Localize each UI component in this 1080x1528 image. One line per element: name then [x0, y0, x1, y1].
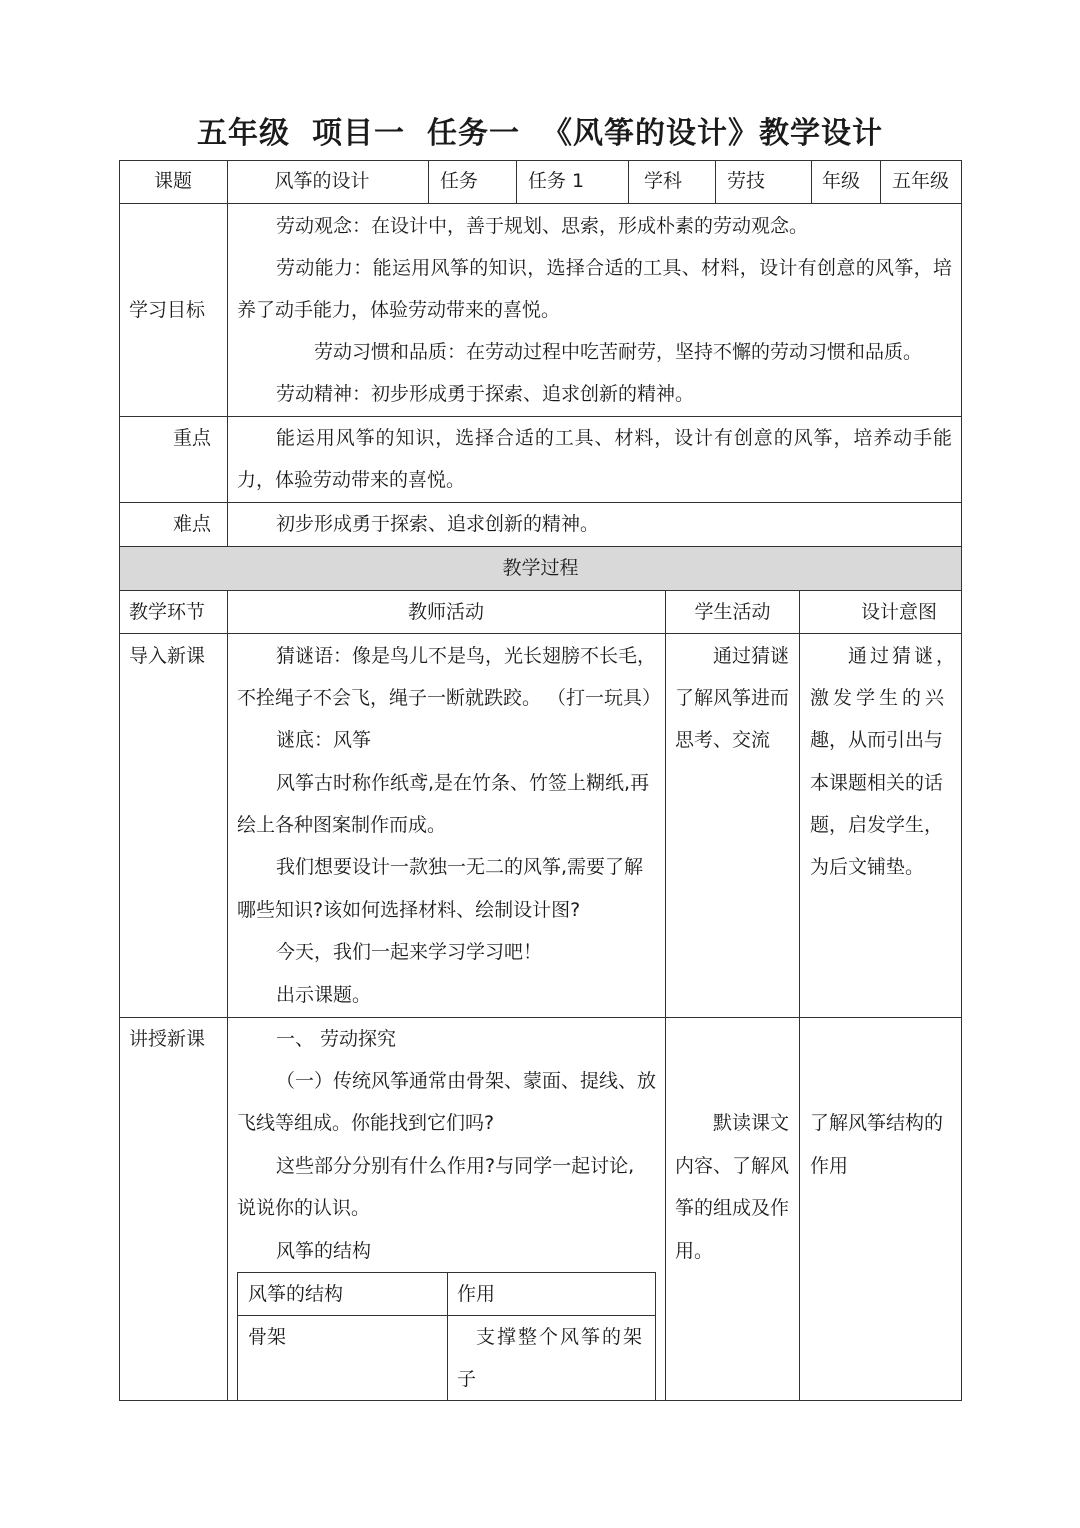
title-task: 任务一 — [427, 116, 520, 151]
subject-value: 劳技 — [727, 170, 766, 192]
subject-label: 学科 — [643, 170, 682, 192]
process-header: 教学过程 — [502, 557, 579, 579]
grade-value: 五年级 — [891, 170, 949, 192]
column-header-intent: 设计意图 — [860, 601, 937, 623]
task-value: 任务 1 — [528, 170, 585, 192]
structure-header-role: 作用 — [457, 1283, 496, 1305]
teacher-line: 出示课题。 — [276, 984, 372, 1006]
intent-line: 为后文铺垫。 — [810, 856, 925, 878]
teacher-line: 哪些知识?该如何选择材料、绘制设计图? — [237, 899, 581, 921]
intent-line: 题，启发学生， — [810, 814, 944, 836]
objective-item: 劳动习惯和品质：在劳动过程中吃苦耐劳，坚持不懈的劳动习惯和品质。 — [314, 341, 923, 363]
key-point-text: 能运用风筝的知识，选择合适的工具、材料，设计有创意的风筝，培养动手能力，体验劳动带来的喜悦。 — [237, 427, 952, 491]
student-line: 内容、了解风 — [675, 1155, 790, 1177]
objectives-label: 学习目标 — [128, 299, 205, 321]
intent-line: 了解风筝结构的 — [810, 1112, 944, 1134]
structure-header-part: 风筝的结构 — [248, 1283, 344, 1305]
column-header-teacher: 教师活动 — [407, 601, 484, 623]
column-header-stage: 教学环节 — [128, 601, 205, 623]
teacher-line: 风筝的结构 — [276, 1240, 372, 1262]
objective-item: 劳动精神：初步形成勇于探索、追求创新的精神。 — [276, 383, 695, 405]
intent-line: 趣，从而引出与 — [810, 729, 944, 751]
teacher-line: 我们想要设计一款独一无二的风筝,需要了解 — [276, 856, 644, 878]
teacher-line: 绘上各种图案制作而成。 — [237, 814, 447, 836]
student-line: 默读课文 — [713, 1112, 790, 1134]
teacher-line: 一、 劳动探究 — [276, 1028, 397, 1050]
column-header-student: 学生活动 — [694, 601, 771, 623]
student-line: 筝的组成及作 — [675, 1197, 790, 1219]
student-line: 思考、交流 — [675, 729, 771, 751]
teacher-line: 谜底：风筝 — [276, 729, 372, 751]
teacher-line: 猜谜语：像是鸟儿不是鸟，光长翅膀不长毛， — [276, 645, 657, 667]
student-line: 通过猜谜 — [713, 645, 790, 667]
teacher-line: 说说你的认识。 — [237, 1197, 371, 1219]
teacher-line: 风筝古时称作纸鸢,是在竹条、竹签上糊纸,再 — [276, 772, 650, 794]
difficulty-text: 初步形成勇于探索、追求创新的精神。 — [276, 513, 600, 535]
stage-label: 导入新课 — [128, 645, 205, 667]
intent-line: 通过猜谜， — [848, 645, 959, 667]
title-grade: 五年级 — [197, 116, 290, 151]
intent-line: 作用 — [810, 1155, 849, 1177]
grade-label: 年级 — [821, 170, 860, 192]
objective-item: 劳动观念：在设计中，善于规划、思索，形成朴素的劳动观念。 — [276, 215, 809, 237]
structure-part: 骨架 — [248, 1326, 287, 1348]
teacher-line: 飞线等组成。你能找到它们吗? — [237, 1112, 495, 1134]
teacher-line: 今天，我们一起来学习学习吧！ — [276, 941, 543, 963]
intent-line: 激发学生的兴 — [810, 687, 949, 709]
student-line: 用。 — [675, 1240, 714, 1262]
student-line: 了解风筝进而 — [675, 687, 790, 709]
topic-value: 风筝的设计 — [274, 170, 370, 192]
intent-line: 本课题相关的话 — [810, 772, 944, 794]
structure-role-line: 支撑整个风筝的架 — [476, 1326, 645, 1348]
teacher-line: 不拴绳子不会飞，绳子一断就跌跤。 （打一玩具） — [237, 687, 662, 709]
teacher-line: （一）传统风筝通常由骨架、蒙面、提线、放 — [276, 1070, 657, 1092]
title-name: 《风筝的设计》教学设计 — [542, 116, 883, 151]
key-point-label: 重点 — [172, 427, 211, 449]
teacher-line: 这些部分分别有什么作用?与同学一起讨论, — [276, 1155, 635, 1177]
task-label: 任务 — [440, 170, 479, 192]
title-project: 项目一 — [312, 116, 405, 151]
structure-role-line: 子 — [457, 1368, 477, 1390]
topic-label: 课题 — [153, 170, 192, 192]
difficulty-label: 难点 — [172, 513, 211, 535]
page-title — [0, 108, 1080, 152]
objective-item: 劳动能力：能运用风筝的知识，选择合适的工具、材料，设计有创意的风筝，培养了动手能力，体验劳动带来的喜悦。 — [237, 257, 952, 321]
stage-label: 讲授新课 — [128, 1028, 205, 1050]
